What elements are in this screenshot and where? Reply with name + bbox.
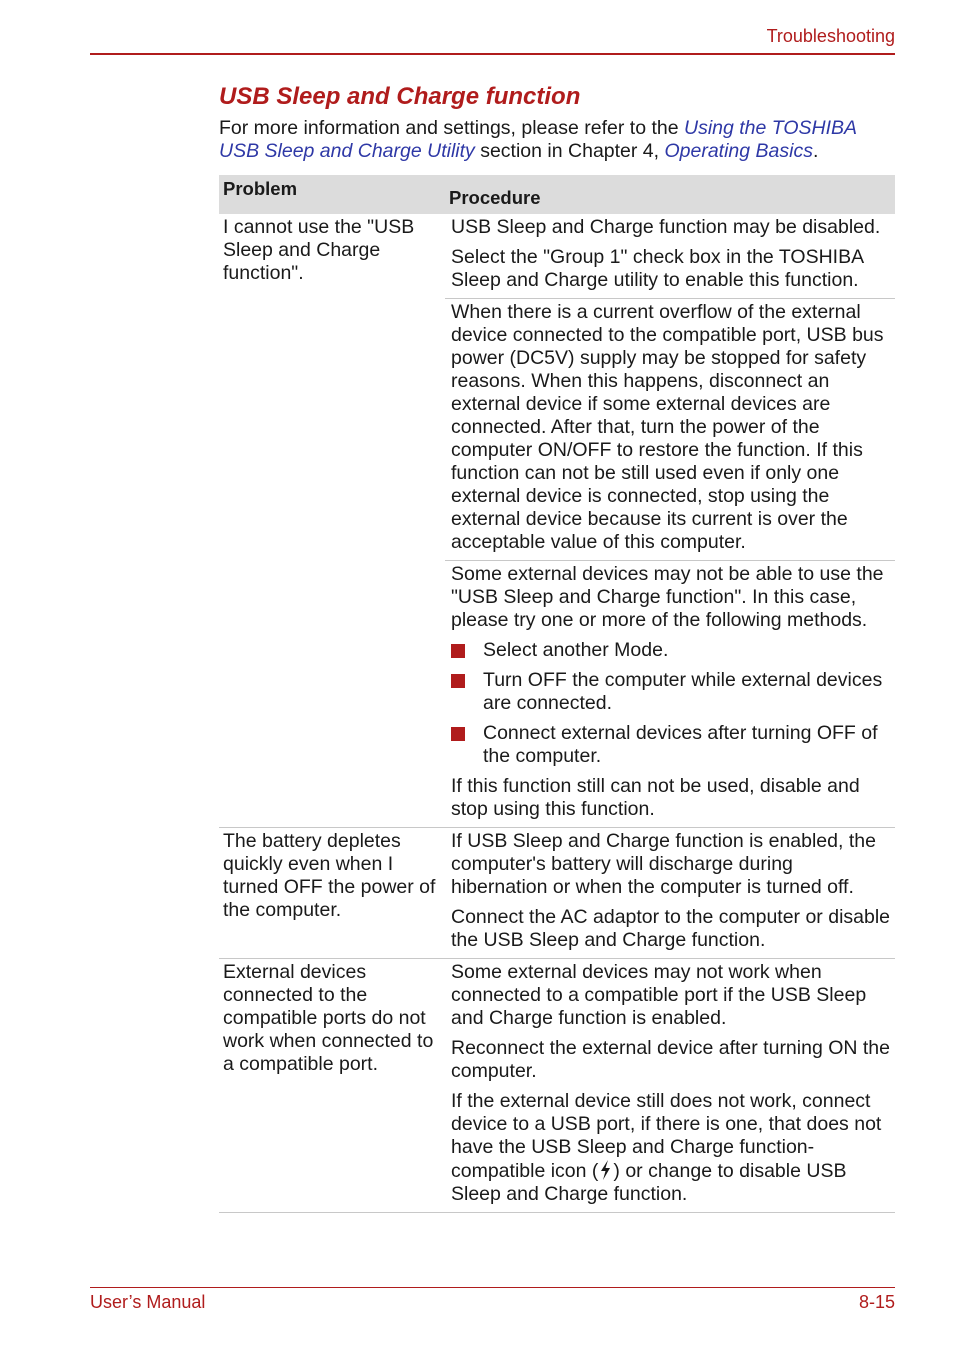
problem-cell [219,214,445,828]
procedure-paragraph: Some external devices may not work when connected to a compatible port if the USB Sleep and Charge function is enabled. [451,961,867,1029]
procedure-paragraph: Some external devices may not be able to use the "USB Sleep and Charge function". In this case, please try one or more of the following methods. [451,563,884,631]
bullet-square-icon [451,674,465,688]
procedure-bullet-list [451,639,891,768]
list-item-text: Connect external devices after turning OFF of the computer. [483,722,878,767]
link-sleep-charge-utility[interactable]: Using the TOSHIBA USB Sleep and Charge Utility [219,117,857,162]
header-procedure: Procedure [445,175,895,214]
procedure-paragraph [451,1090,891,1206]
running-header-title: Troubleshooting [766,26,895,46]
header-rule [90,53,895,55]
procedure-paragraph: USB Sleep and Charge function may be disabled. [451,216,881,238]
problem-text: The battery depletes quickly even when I turned OFF the power of the computer. [223,830,436,921]
intro-paragraph [219,117,895,163]
problem-cell [219,959,445,1213]
procedure-text-before-icon: If the external device still does not work, connect device to a USB port, if there is one, that does not have the USB Sleep and Charge function-compatible icon ( [451,1090,882,1182]
procedure-paragraph: If this function still can not be used, disable and stop using this function. [451,775,860,820]
procedure-cell [445,828,895,959]
list-item [451,669,891,715]
list-item-text: Select another Mode. [483,639,669,661]
procedure-text-after-icon: ) or change to disable USB Sleep and Charge function. [451,1160,847,1205]
list-item-text: Turn OFF the computer while external devices are connected. [483,669,883,714]
table-row [219,214,895,299]
bullet-square-icon [451,727,465,741]
procedure-cell [445,959,895,1213]
footer-page-number: 8-15 [858,1292,895,1312]
procedure-paragraph: If USB Sleep and Charge function is enabled, the computer's battery will discharge during hibernation or when the computer is turned off. [451,830,876,898]
bolt-icon [598,1159,613,1181]
header-problem: Problem [219,175,445,214]
list-item [451,722,891,768]
procedure-paragraph: Connect the AC adaptor to the computer or disable the USB Sleep and Charge function. [451,906,891,951]
table-row [219,828,895,959]
intro-text-middle: section in Chapter 4, [474,140,665,162]
problem-cell [219,828,445,959]
procedure-paragraph: Select the "Group 1" check box in the TOSHIBA Sleep and Charge utility to enable this function. [451,246,864,291]
procedure-paragraph: Reconnect the external device after turning ON the computer. [451,1037,890,1082]
list-item [451,639,891,662]
table-row [219,959,895,1213]
intro-text-before: For more information and settings, please refer to the [219,117,684,139]
procedure-cell [445,214,895,299]
troubleshooting-table [219,175,895,1213]
table-header-row [219,175,895,214]
intro-text-after: . [812,140,819,162]
footer-rule [90,1287,895,1288]
problem-text: I cannot use the "USB Sleep and Charge function". [223,216,415,284]
bullet-square-icon [451,644,465,658]
procedure-cell [445,299,895,561]
procedure-cell [445,561,895,828]
section-title: USB Sleep and Charge function [219,83,581,110]
link-operating-basics[interactable]: Operating Basics [664,140,813,162]
problem-text: External devices connected to the compatible ports do not work when connected to a compatible port. [223,961,434,1075]
procedure-paragraph: When there is a current overflow of the external device connected to the compatible port, USB bus power (DC5V) supply may be stopped for safety reasons. When this happens, disconnect an external device if some external devices are connected. After that, turn the power of the computer ON/OFF to restore the function. If this function can not be still used even if only one external device is connected, stop using the external device because its current is over the acceptable value of this computer. [451,301,884,553]
footer-manual-title: User’s Manual [90,1292,206,1312]
